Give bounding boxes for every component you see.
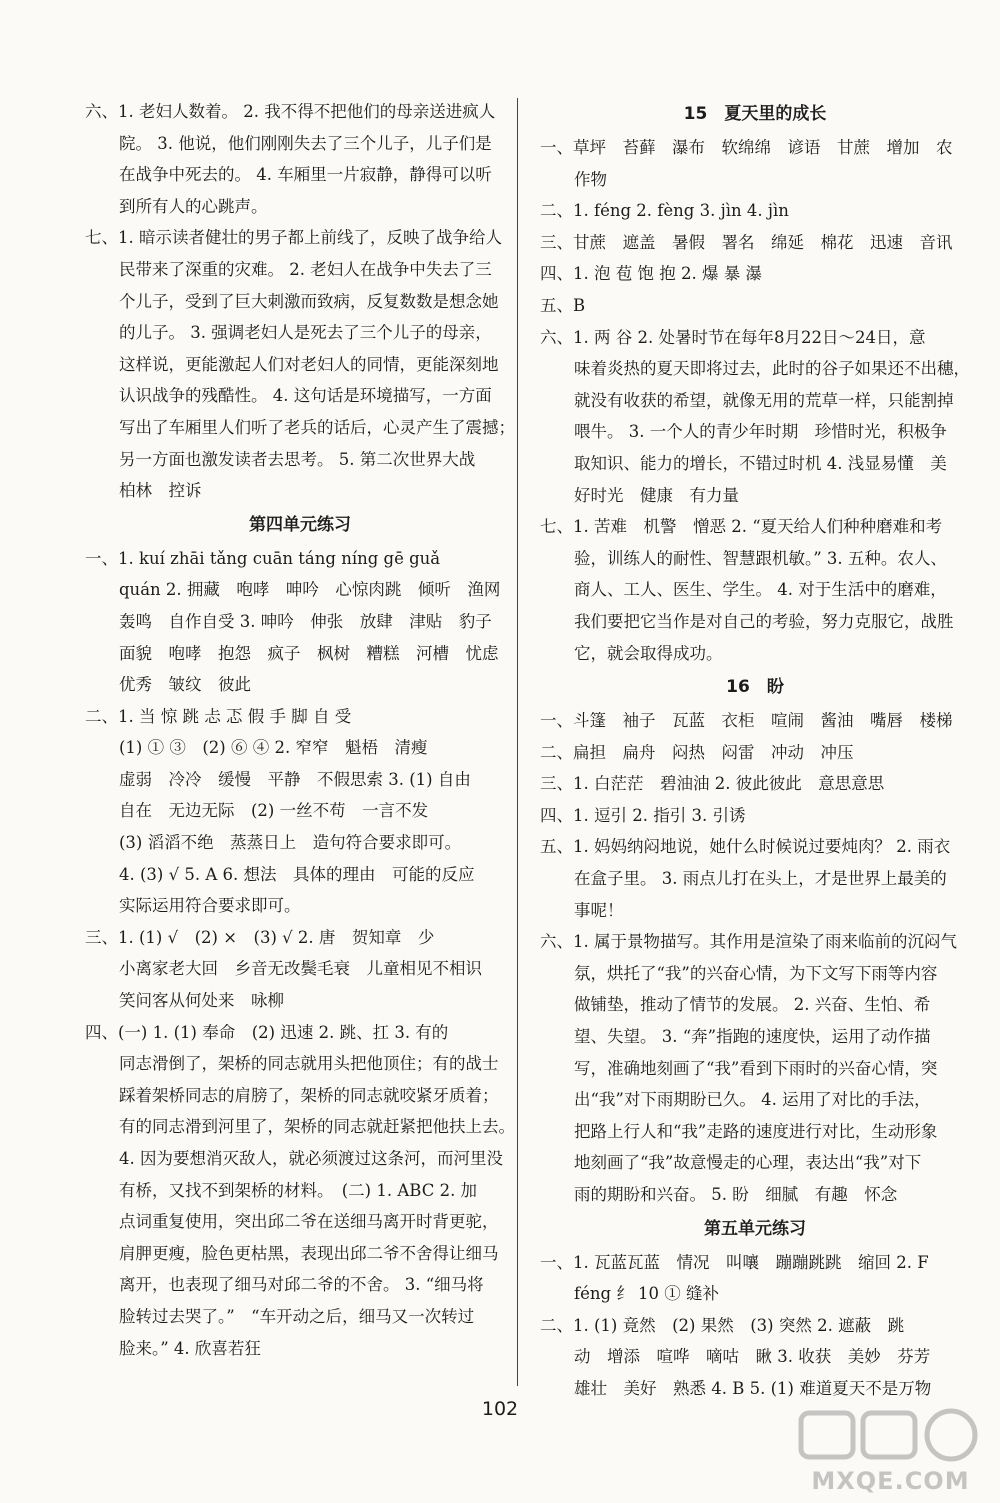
answer-line: 一、1. 瓦蓝瓦蓝 情况 叫嚷 蹦蹦跳跳 缩回 2. F [540,1252,929,1272]
answer-line: 五、B [540,295,586,315]
answer-line: 雨的期盼和兴奋。 5. 盼 细腻 有趣 怀念 [574,1185,898,1204]
answer-line: (3) 滔滔不绝 蒸蒸日上 造句符合要求即可。 [119,833,462,853]
answer-line: 六、1. 两 谷 2. 处暑时节在每年8月22日～24日，意 [540,327,926,347]
answer-line: quán 2. 拥藏 咆哮 呻吟 心惊肉跳 倾听 渔网 [119,580,501,600]
answer-line: 离开，也表现了细马对邱二爷的不舍。 3. “细马将 [119,1275,484,1295]
answer-line: 一、1. kuí zhāi tǎng cuān táng níng gē guǎ [85,548,441,568]
answer-line: 写，准确地刻画了“我”看到下雨时的兴奋心情，突 [574,1058,938,1078]
answer-line: 二、扁担 扁舟 闷热 闷雷 冲动 冲压 [540,742,854,762]
watermark-url: MXQE.COM [811,1467,970,1495]
answer-line: 商人、工人、医生、学生。 4. 对于生活中的磨难， [574,580,947,600]
answer-line: 取知识、能力的增长，不错过时机 4. 浅显易懂 美 [574,453,947,473]
answer-line: 虚弱 冷冷 缓慢 平静 不假思索 3. (1) 自由 [119,769,471,789]
answer-line: 四、1. 逗引 2. 指引 3. 引诱 [540,805,746,825]
answer-line: 同志滑倒了，架桥的同志就用头把他顶住；有的战士 [119,1054,499,1074]
answer-line: 到所有人的心跳声。 [119,196,268,216]
answer-line: 氛，烘托了“我”的兴奋心情，为下文写下雨等内容 [574,963,938,983]
answer-line: 二、1. 当 惊 跳 忐 忑 假 手 脚 自 受 [85,706,352,726]
section-heading: 15 夏天里的成长 [683,104,827,124]
answer-line: 二、1. féng 2. fèng 3. jìn 4. jìn [540,201,789,221]
answer-line: 4. 因为要想消灭敌人，就必须渡过这条河，而河里没 [119,1149,503,1168]
right-column [540,96,970,1405]
answer-line: 一、斗篷 袖子 瓦蓝 衣柜 喧闹 酱油 嘴唇 楼梯 [540,711,953,731]
answer-line: 小离家老大回 乡音无改鬓毛衰 儿童相见不相识 [119,959,482,979]
answer-line: 出“我”对下雨期盼已久。 4. 运用了对比的手法， [574,1090,931,1110]
answer-line: 轰鸣 自作自受 3. 呻吟 伸张 放肆 津贴 豹子 [119,611,492,631]
answer-line: 做铺垫，推动了情节的发展。 2. 兴奋、生怕、希 [574,995,931,1015]
answer-line: 个儿子，受到了巨大刺激而致病，反复数数是想念她 [119,291,499,311]
answer-line: féng 纟 10 ① 缝补 [574,1284,720,1304]
answer-line: 实际运用符合要求即可。 [119,896,301,916]
answer-line: 望、失望。 3. “奔”指跑的速度快，运用了动作描 [574,1027,931,1047]
answer-line: 另一方面也激发读者去思考。 5. 第二次世界大战 [119,449,476,469]
answer-line: 作物 [574,169,607,189]
left-column [85,96,515,1364]
answer-line: 三、1. (1) √ (2) × (3) √ 2. 唐 贺知章 少 [85,927,435,947]
section-heading: 第四单元练习 [249,514,351,535]
answer-line: 三、甘蔗 遮盖 暑假 署名 绵延 棉花 迅速 音讯 [540,232,953,252]
section-heading: 16 盼 [726,677,784,698]
answer-line: 在战争中死去的。 4. 车厢里一片寂静，静得可以听 [119,165,492,185]
answer-line: 验，训练人的耐性、智慧跟机敏。” 3. 五种。农人、 [574,548,947,568]
answer-line: 脸来。” 4. 欣喜若狂 [119,1338,261,1358]
answer-line: 面貌 咆哮 抱怨 疯子 枫树 糟糕 河槽 忧虑 [119,643,499,663]
answer-line: 这样说，更能激起人们对老妇人的同情，更能深刻地 [119,354,499,374]
answer-line: 它，就会取得成功。 [574,643,723,663]
answer-line: 踩着架桥同志的肩膀了，架桥的同志就咬紧牙质着； [119,1085,499,1105]
section-heading: 第五单元练习 [704,1218,806,1239]
answer-line: 喂牛。 3. 一个人的青少年时期 珍惜时光，积极争 [574,422,947,442]
answer-line: 肩胛更瘦，脸色更枯黑，表现出邱二爷不舍得让细马 [119,1243,499,1263]
answer-line: 自在 无边无际 (2) 一丝不苟 一言不发 [119,801,429,821]
answer-line: 二、1. (1) 竟然 (2) 果然 (3) 突然 2. 遮蔽 跳 [540,1315,905,1335]
answer-line: 我们要把它当作是对自己的考验，努力克服它，战胜 [574,611,954,631]
answer-line: 一、草坪 苔藓 瀑布 软绵绵 谚语 甘蔗 增加 农 [540,138,953,157]
answer-line: 4. (3) √ 5. A 6. 想法 具体的理由 可能的反应 [119,864,475,884]
answer-line: 四、1. 泡 苞 饱 抱 2. 爆 暴 瀑 [540,264,762,284]
answer-line: 柏林 控诉 [119,481,202,501]
answer-line: 事呢！ [574,900,624,920]
answer-line: 写出了车厢里人们听了老兵的话后，心灵产生了震撼； [119,417,515,437]
answer-line: 院。 3. 他说，他们刚刚失去了三个儿子，儿子们是 [119,133,492,153]
answer-line: (1) ① ③ (2) ⑥ ④ 2. 窄窄 魁梧 清瘦 [119,738,428,758]
answer-line: 把路上行人和“我”走路的速度进行对比，生动形象 [574,1121,938,1141]
answer-line: 认识战争的残酷性。 4. 这句话是环境描写，一方面 [119,386,492,406]
answer-line: 的儿子。 3. 强调老妇人是死去了三个儿子的母亲， [119,323,492,343]
answer-line: 五、1. 妈妈纳闷地说，她什么时候说过要炖肉？ 2. 雨衣 [540,837,951,857]
answer-line: 三、1. 白茫茫 碧油油 2. 彼此彼此 意思意思 [540,774,885,794]
answer-line: 雄壮 美好 熟悉 4. B 5. (1) 难道夏天不是万物 [574,1378,932,1398]
answer-line: 地刻画了“我”故意慢走的心理，表达出“我”对下 [574,1153,922,1173]
answer-line: 在盒子里。 3. 雨点儿打在头上，才是世界上最美的 [574,869,947,889]
column-divider [517,98,518,1386]
page-number: 102 [481,1398,519,1420]
answer-line: 有的同志滑到河里了，架桥的同志就赶紧把他扶上去。 [119,1117,515,1137]
watermark-logo [793,1405,988,1495]
answer-line: 好时光 健康 有力量 [574,485,739,505]
answer-line: 七、1. 暗示读者健壮的男子都上前线了，反映了战争给人 [85,228,502,248]
answer-line: 点词重复使用，突出邱二爷在送细马离开时背更驼， [119,1212,499,1232]
answer-line: 六、1. 属于景物描写。其作用是渲染了雨来临前的沉闷气 [540,932,957,952]
answer-line: 笑问客从何处来 咏柳 [119,991,284,1011]
answer-line: 就没有收获的希望，就像无用的荒草一样，只能割掉 [574,390,954,410]
answer-line: 有桥，又找不到架桥的材料。 (二) 1. ABC 2. 加 [119,1180,478,1200]
answer-line: 优秀 皱纹 彼此 [119,675,251,695]
answer-line: 七、1. 苦难 机警 憎恶 2. “夏天给人们种种磨难和考 [540,517,943,537]
answer-line: 动 增添 喧哗 嘀咕 瞅 3. 收获 美妙 芬芳 [574,1347,931,1367]
answer-line: 四、(一) 1. (1) 奉命 (2) 迅速 2. 跳、扛 3. 有的 [85,1022,449,1042]
answer-line: 六、1. 老妇人数着。 2. 我不得不把他们的母亲送进疯人 [85,102,496,121]
answer-line: 脸转过去哭了。” “车开动之后，细马又一次转过 [119,1306,475,1326]
answer-line: 民带来了深重的灾难。 2. 老妇人在战争中失去了三 [119,259,492,279]
answer-line: 味着炎热的夏天即将过去，此时的谷子如果还不出穗， [574,359,970,379]
